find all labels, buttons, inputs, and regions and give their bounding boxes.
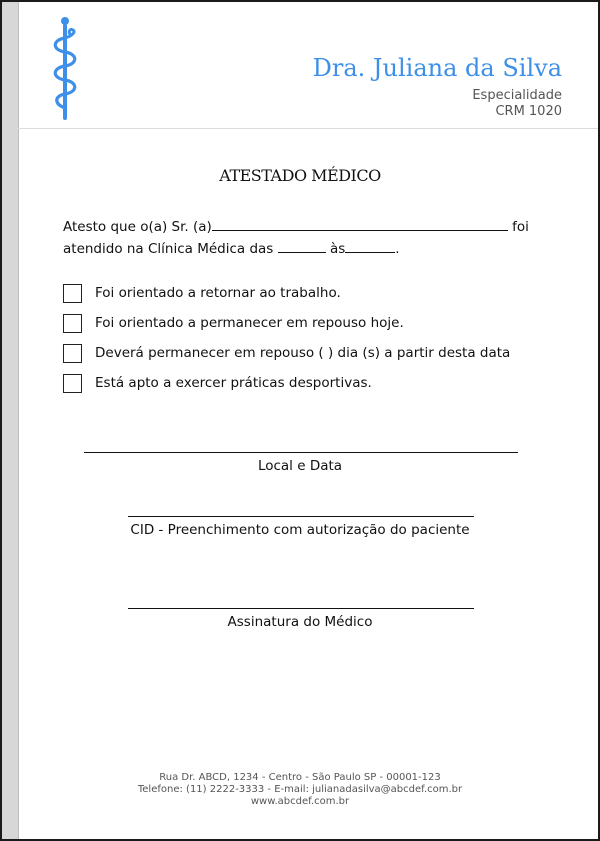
cid-line[interactable] — [128, 516, 474, 517]
time-from-field[interactable] — [278, 239, 326, 253]
attest-suffix: foi — [512, 219, 529, 235]
option-label: Está apto a exercer práticas desportivas. — [95, 375, 372, 391]
footer-address: Rua Dr. ABCD, 1234 - Centro - São Paulo SP - 00001-123 — [159, 772, 441, 783]
option-label: Foi orientado a permanecer em repouso hoje. — [95, 315, 404, 331]
doctor-crm: CRM 1020 — [495, 104, 562, 119]
signature-label: Assinatura do Médico — [227, 614, 373, 630]
doctor-name: Dra. Juliana da Silva — [312, 54, 562, 82]
attest-prefix: Atesto que o(a) Sr. (a) — [63, 219, 212, 235]
attest-line — [63, 217, 529, 235]
document-title: ATESTADO MÉDICO — [219, 166, 381, 185]
attended-middle: às — [329, 241, 346, 257]
option-label: Foi orientado a retornar ao trabalho. — [95, 285, 341, 301]
checkbox[interactable] — [63, 314, 82, 333]
footer-website: www.abcdef.com.br — [250, 796, 350, 807]
attended-line — [63, 239, 400, 257]
checkbox[interactable] — [63, 284, 82, 303]
doctor-specialty: Especialidade — [472, 88, 562, 103]
caduceus-icon — [46, 16, 84, 124]
letterhead — [18, 2, 598, 129]
time-to-field[interactable] — [345, 239, 395, 253]
checkbox[interactable] — [63, 344, 82, 363]
page-margin-bar — [2, 2, 19, 839]
checkbox[interactable] — [63, 374, 82, 393]
cid-label: CID - Preenchimento com autorização do paciente — [130, 522, 470, 538]
signature-line[interactable] — [128, 608, 474, 609]
local-data-label: Local e Data — [257, 458, 343, 474]
footer-contact: Telefone: (11) 2222-3333 - E-mail: julianadasilva@abcdef.com.br — [137, 784, 463, 795]
attended-prefix: atendido na Clínica Médica das — [63, 241, 274, 257]
patient-name-field[interactable] — [212, 217, 508, 231]
option-label: Deverá permanecer em repouso ( ) dia (s) a partir desta data — [95, 345, 511, 361]
attended-suffix: . — [395, 241, 400, 257]
local-data-line[interactable] — [84, 452, 518, 453]
